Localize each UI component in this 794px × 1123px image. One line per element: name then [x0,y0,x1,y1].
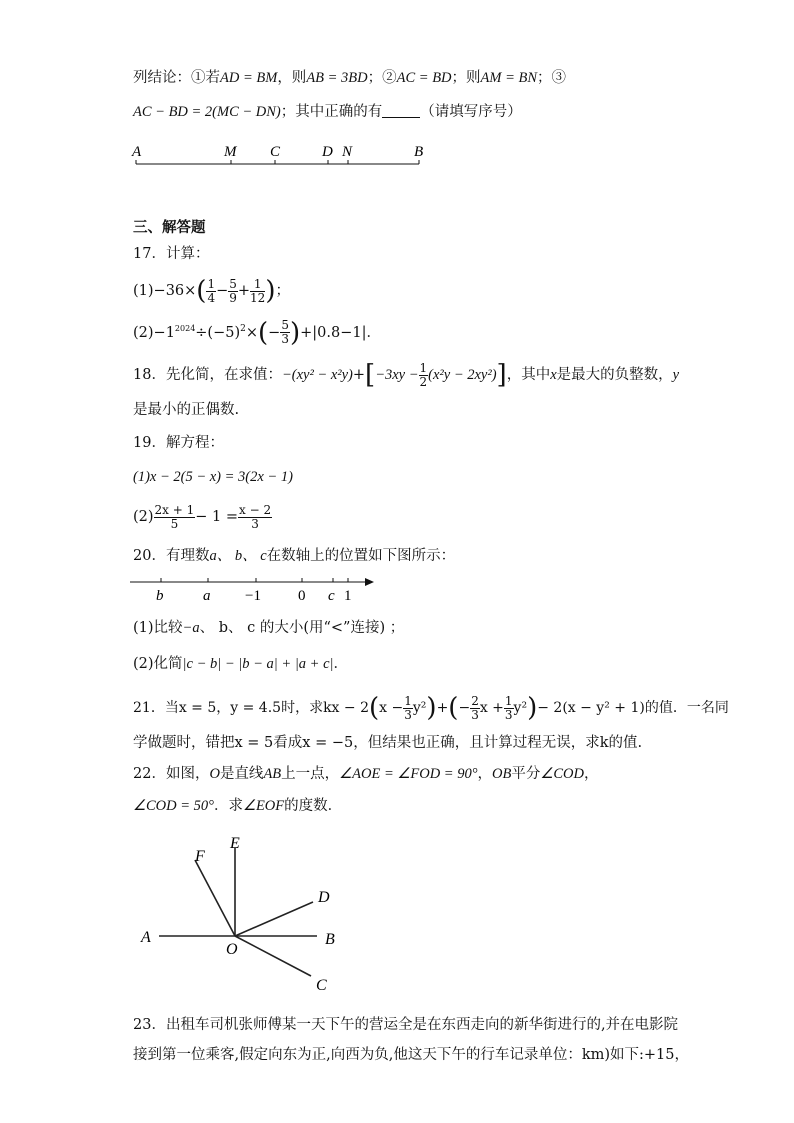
axis-label-a: a [203,588,211,604]
label-E: E [230,835,240,852]
q17-title: 17．计算： [133,246,210,262]
q18-line2: 是最小的正偶数. [133,402,240,418]
q19-part2: (2) $\frac{2x + 1}{5}$ − 1 = $\frac{x - 2}{3}$ [133,502,272,531]
axis-label-c: c [328,588,335,604]
q23-line1: 23．出租车司机张师傅某一天下午的营运全是在东西走向的新华街进行的,并在电影院 [133,1017,679,1033]
section-title: 三、解答题 [133,219,206,236]
point-A: A [132,144,142,160]
label-O: O [226,941,238,958]
label-D: D [318,889,330,906]
segment-figure [125,140,435,174]
q18-line1: 18．先化简，在求值：−(xy² − x²y)+[−3xy − $\frac{1}{2}$ (x²y − 2xy²)]，其中x是最大的负整数，y [133,360,680,390]
axis-label-1: 1 [344,588,352,604]
axis-label-b: b [156,588,164,604]
q23-line2: 接到第一位乘客,假定向东为正,向西为负,他这天下午的行车记录单位：km)如下:+15， [133,1047,690,1063]
q21-line2: 学做题时，错把x = 5看成x = −5，但结果也正确，且计算过程无误，求k的值. [133,735,643,751]
point-N: N [342,144,353,160]
number-line [128,572,378,606]
q20-part1: (1)比较−a、 b、 c 的大小(用“<”连接) ； [133,620,405,636]
point-M: M [224,144,237,160]
q20-part2: (2)化简|c − b| − |b − a| + |a + c|． [133,656,349,672]
axis-label-neg1: −1 [245,588,261,604]
point-D: D [322,144,333,160]
label-A: A [141,929,151,946]
label-C: C [316,977,327,994]
q22-line1: 22．如图，O是直线AB上一点，∠AOE = ∠FOD = 90°，OB平分∠COD， [133,766,599,782]
q21-line1: 21．当x = 5，y = 4.5时，求kx − 2(x − $\frac{1}{3}$ y²)+(− $\frac{2}{3}$ x + $\frac{1}{3}$ y²)− 2(x − y² + 1)的值．一名同 [133,693,729,723]
label-F: F [195,848,205,865]
axis-label-0: 0 [298,588,306,604]
q22-line2: ∠COD = 50°．求∠EOF的度数． [133,798,343,814]
q17-part1: (1)−36×( $\frac{1}{4}$ − $\frac{5}{9}$ + $\frac{1}{12}$ )； [133,276,290,306]
point-B: B [414,144,424,160]
angle-figure [135,830,365,1000]
label-B: B [325,931,335,948]
q20-title: 20．有理数a、 b、 c在数轴上的位置如下图所示： [133,548,456,564]
q16-line1: 列结论：①若AD = BM，则AB = 3BD；②AC = BD；则AM = BN；③ [133,70,567,86]
point-C: C [270,144,281,160]
answer-blank [382,103,420,118]
q16-line2: AC − BD = 2(MC − DN)；其中正确的有 （请填写序号） [133,104,522,120]
q19-part1: (1)x − 2(5 − x) = 3(2x − 1) [133,469,293,485]
q19-title: 19．解方程： [133,435,224,451]
q17-part2: $(2)-1^{2024}\div(-5)^2\times(-$ $\frac{5}{3}$ )+|0.8−1|． [133,317,381,348]
